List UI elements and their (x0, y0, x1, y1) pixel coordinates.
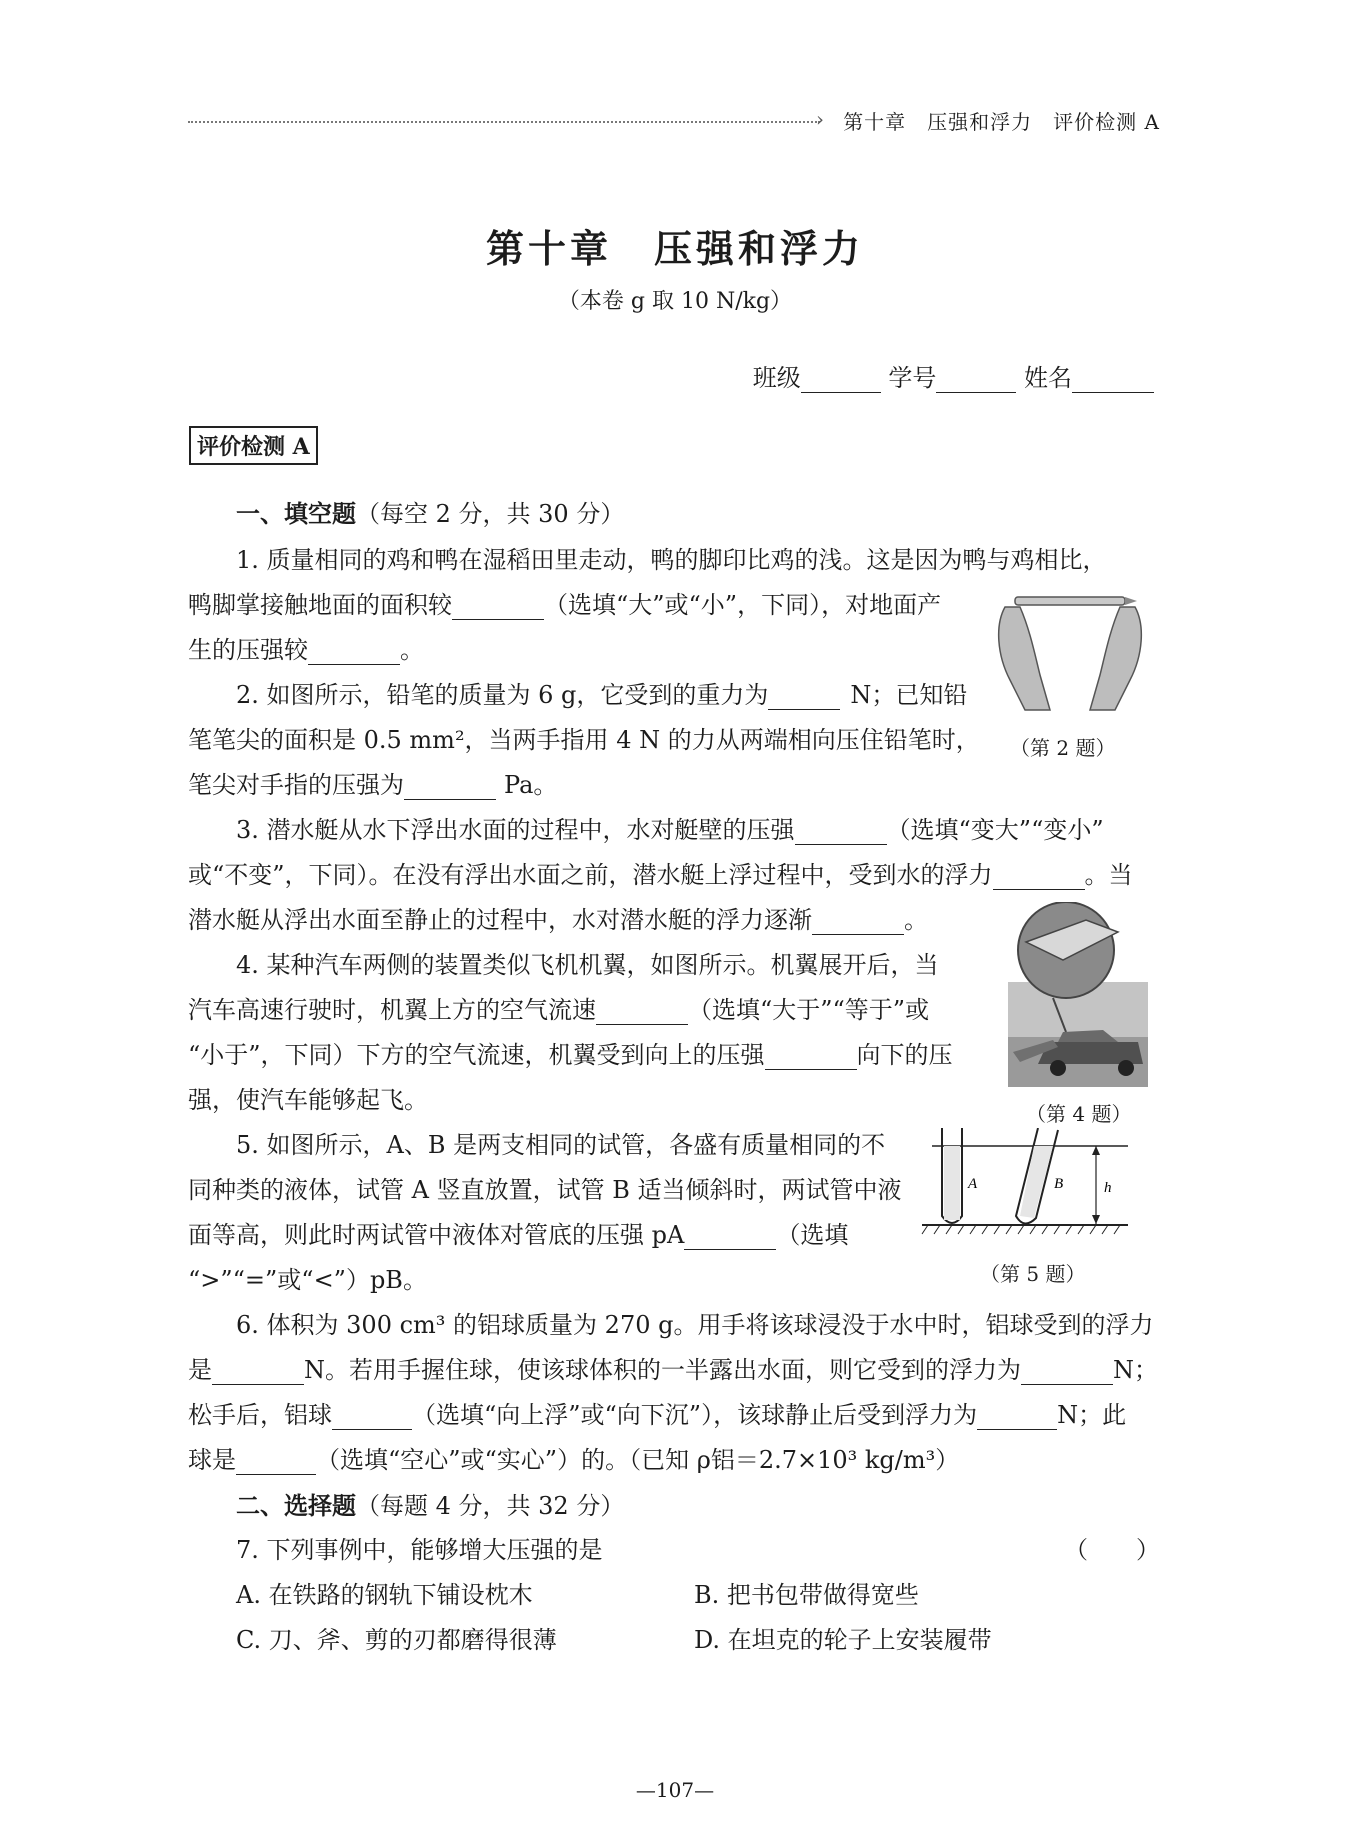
part2-heading (236, 1486, 624, 1521)
q1-blank2[interactable] (308, 638, 400, 665)
q1-text-b: （选填“大”或“小”，下同），对地面产 (544, 591, 942, 619)
q2-line3 (188, 765, 557, 800)
part1-heading (236, 494, 624, 529)
q6-line4 (188, 1440, 959, 1475)
q4-line2 (188, 990, 929, 1025)
q1-text-a: 鸭脚掌接触地面的面积较 (188, 591, 452, 619)
part2-title: 二、选择题 (236, 1491, 356, 1520)
q6-blank4[interactable] (977, 1403, 1057, 1430)
q5-line1: 5. 如图所示，A、B 是两支相同的试管，各盛有质量相同的不 (236, 1131, 886, 1159)
q4-blank1[interactable] (596, 998, 688, 1025)
id-field[interactable] (936, 366, 1016, 393)
q5-blank1[interactable] (684, 1223, 776, 1250)
name-field[interactable] (1072, 366, 1154, 393)
q7-option-d[interactable]: D. 在坦克的轮子上安装履带 (694, 1626, 992, 1654)
q5-label-a: A (968, 1176, 978, 1192)
q3-text-f: 。 (904, 906, 928, 934)
class-field[interactable] (801, 366, 881, 393)
q3-blank3[interactable] (812, 908, 904, 935)
header-dotted-rule (188, 121, 820, 123)
q6-line3 (188, 1395, 1126, 1430)
q2-text-c: 笔尖对手指的压强为 (188, 771, 404, 799)
q6-blank2[interactable] (1021, 1358, 1113, 1385)
q2-text-d: Pa。 (504, 771, 558, 799)
q7-answer-paren[interactable]: （ ） (1064, 1536, 1160, 1564)
q4-text-b: （选填“大于”“等于”或 (688, 996, 930, 1024)
page-number: —107— (635, 1778, 715, 1802)
q2-blank2[interactable] (404, 773, 496, 800)
q2-blank1[interactable] (768, 683, 840, 710)
q3-line1 (236, 810, 1104, 845)
q2-line2: 笔笔尖的面积是 0.5 mm²，当两手指用 4 N 的力从两端相向压住铅笔时， (188, 726, 980, 754)
q4-text-d: 向下的压 (856, 1041, 953, 1069)
q3-text-b: （选填“变大”“变小” (886, 816, 1104, 844)
q6-text-d: 松手后，铝球 (188, 1401, 332, 1429)
q7-stem: 7. 下列事例中，能够增大压强的是 (236, 1536, 603, 1564)
q5-text-a: 面等高，则此时两试管中液体对管底的压强 pA (188, 1221, 685, 1249)
q3-blank1[interactable] (795, 818, 887, 845)
q5-line4: “>”“=”或“<”）pB。 (188, 1266, 427, 1294)
q1-text-d: 。 (400, 636, 424, 664)
q6-text-h: （选填“空心”或“实心”）的。（已知 ρ铝＝2.7×10³ kg/m³） (316, 1446, 960, 1474)
q4-line3 (188, 1035, 953, 1070)
q6-text-e: （选填“向上浮”或“向下沉”），该球静止后受到浮力为 (412, 1401, 978, 1429)
class-label: 班级 (752, 364, 801, 392)
chapter-title: 第十章 压强和浮力 (485, 226, 864, 271)
q4-text-c: “小于”，下同）下方的空气流速，机翼受到向上的压强 (188, 1041, 765, 1069)
student-info (753, 358, 1154, 393)
part1-title: 一、填空题 (236, 499, 356, 528)
header-arrow-icon: › (816, 107, 824, 131)
q2-caption: （第 2 题） (1010, 736, 1116, 760)
section-label-box: 评价检测 A (189, 426, 318, 465)
id-label: 学号 (888, 364, 937, 392)
part2-note: （每题 4 分，共 32 分） (356, 1492, 625, 1520)
q7-option-c[interactable]: C. 刀、斧、剪的刃都磨得很薄 (236, 1626, 557, 1654)
q2-text-a: 2. 如图所示，铅笔的质量为 6 g，它受到的重力为 (236, 681, 769, 709)
q3-line2 (188, 855, 1133, 890)
q6-line1: 6. 体积为 300 cm³ 的铝球质量为 270 g。用手将该球浸没于水中时，铝球受到的浮力 (236, 1311, 1154, 1339)
q3-text-e: 潜水艇从浮出水面至静止的过程中，水对潜水艇的浮力逐渐 (188, 906, 812, 934)
q6-text-f: N；此 (1057, 1401, 1127, 1429)
q7-option-b[interactable]: B. 把书包带做得宽些 (694, 1581, 919, 1609)
q2-text-b: N；已知铅 (850, 681, 968, 709)
q3-line3 (188, 900, 928, 935)
q5-line2: 同种类的液体，试管 A 竖直放置，试管 B 适当倾斜时，两试管中液 (188, 1176, 902, 1204)
running-header (188, 104, 1160, 140)
q6-text-b: N。若用手握住球，使该球体积的一半露出水面，则它受到的浮力为 (304, 1356, 1021, 1384)
q1-line2 (188, 585, 941, 620)
name-label: 姓名 (1024, 364, 1072, 392)
q3-text-c: 或“不变”，下同）。在没有浮出水面之前，潜水艇上浮过程中，受到水的浮力 (188, 861, 993, 889)
q3-blank2[interactable] (993, 863, 1085, 890)
q1-blank1[interactable] (452, 593, 544, 620)
q2-line1 (236, 675, 967, 710)
q7-option-a[interactable]: A. 在铁路的钢轨下铺设枕木 (236, 1581, 533, 1609)
q4-text-a: 汽车高速行驶时，机翼上方的空气流速 (188, 996, 596, 1024)
q4-caption: （第 4 题） (1026, 1102, 1132, 1126)
q5-caption: （第 5 题） (980, 1262, 1086, 1286)
chapter-subtitle: （本卷 g 取 10 N/kg） (557, 289, 793, 314)
q6-line2 (188, 1350, 1158, 1385)
q3-text-d: 。当 (1084, 861, 1133, 889)
q1-line1: 1. 质量相同的鸡和鸭在湿稻田里走动，鸭的脚印比鸡的浅。这是因为鸭与鸡相比， (236, 546, 1107, 574)
q5-label-b: B (1054, 1176, 1064, 1192)
q5-text-b: （选填 (776, 1221, 849, 1249)
q5-figure-test-tubes (920, 1128, 1132, 1238)
q4-blank2[interactable] (765, 1043, 857, 1070)
q6-text-g: 球是 (188, 1446, 236, 1474)
q4-line4: 强，使汽车能够起飞。 (188, 1086, 428, 1114)
q6-text-c: N； (1113, 1356, 1158, 1384)
q6-blank1[interactable] (212, 1358, 304, 1385)
q1-text-c: 生的压强较 (188, 636, 308, 664)
q5-label-h: h (1104, 1180, 1112, 1196)
q6-blank5[interactable] (236, 1448, 316, 1475)
q4-figure-flying-car (1008, 902, 1148, 1087)
header-breadcrumb: 第十章 压强和浮力 评价检测 A (843, 110, 1160, 134)
q6-text-a: 是 (188, 1356, 212, 1384)
q1-line3 (188, 630, 424, 665)
q2-figure-hands-pencil (985, 585, 1155, 715)
q3-text-a: 3. 潜水艇从水下浮出水面的过程中，水对艇壁的压强 (236, 816, 795, 844)
q6-blank3[interactable] (332, 1403, 412, 1430)
part1-note: （每空 2 分，共 30 分） (356, 500, 625, 528)
q5-line3 (188, 1215, 848, 1250)
q4-line1: 4. 某种汽车两侧的装置类似飞机机翼，如图所示。机翼展开后，当 (236, 951, 939, 979)
